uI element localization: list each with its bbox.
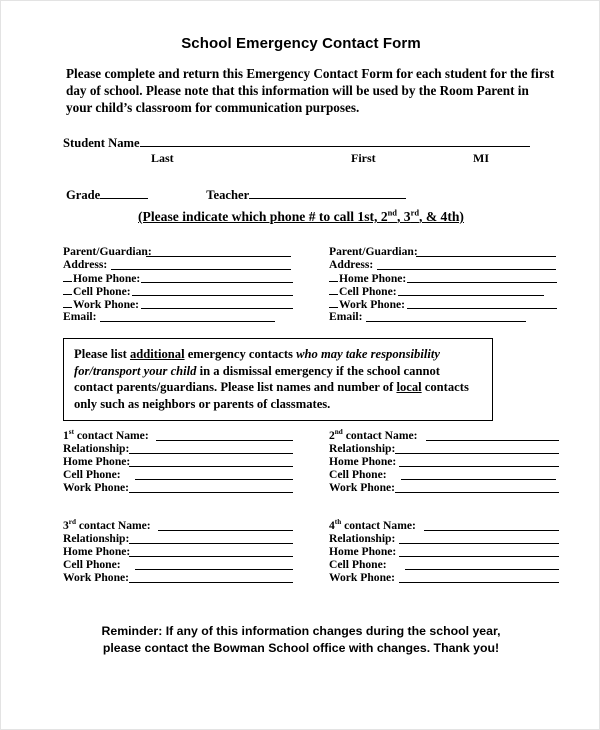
home-phone-priority-blank[interactable] <box>329 271 338 282</box>
contact-name-label: contact Name: <box>75 519 151 532</box>
cell-phone-input-line[interactable] <box>405 569 559 570</box>
email-input-line[interactable] <box>366 321 526 322</box>
grade-label: Grade <box>66 188 101 202</box>
home-phone-input-line[interactable] <box>399 556 559 557</box>
field-parent-guardian <box>329 245 579 258</box>
cell-phone-input-line[interactable] <box>132 295 293 296</box>
parent-guardian-input-line[interactable] <box>416 256 556 257</box>
field-cell-phone <box>63 468 313 481</box>
home-phone-label: Home Phone: <box>63 545 131 558</box>
field-work-phone <box>329 297 579 310</box>
field-parent-guardian <box>63 245 313 258</box>
phone-priority-note <box>1 209 600 225</box>
emergency-contact-block-2 <box>329 429 579 494</box>
grade-teacher-row <box>66 187 406 203</box>
cell-phone-label: Cell Phone: <box>63 558 121 571</box>
phone-note-part3: , & 4th) <box>419 209 464 224</box>
field-work-phone <box>63 297 313 310</box>
work-phone-input-line[interactable] <box>395 492 559 493</box>
work-phone-priority-blank[interactable] <box>63 297 72 308</box>
contact-ordinal-suffix: nd <box>334 428 343 437</box>
field-relationship <box>63 442 313 455</box>
page-title: School Emergency Contact Form <box>181 35 421 52</box>
student-name-input-line[interactable] <box>140 135 530 147</box>
work-phone-input-line[interactable] <box>141 308 293 309</box>
contact-ordinal-suffix: rd <box>68 518 76 527</box>
parent-guardian-block-1 <box>63 245 313 323</box>
home-phone-label: Home Phone: <box>73 272 141 285</box>
field-cell-phone <box>63 558 313 571</box>
contact-ordinal: 2 <box>329 429 335 442</box>
work-phone-input-line[interactable] <box>407 308 557 309</box>
emergency-contact-block-4 <box>329 519 579 584</box>
field-cell-phone <box>329 558 579 571</box>
phone-note-sup-2nd: nd <box>387 207 397 218</box>
reminder-line-1: Reminder: If any of this information changes during the school year, <box>101 624 501 638</box>
cell-phone-label: Cell Phone: <box>329 468 387 481</box>
callout-underline-local: local <box>396 380 422 394</box>
relationship-label: Relationship: <box>63 532 130 545</box>
cell-phone-label: Cell Phone: <box>63 468 121 481</box>
contact-name-input-line[interactable] <box>426 440 559 441</box>
work-phone-label: Work Phone: <box>329 571 396 584</box>
cell-phone-priority-blank[interactable] <box>63 284 72 295</box>
field-home-phone <box>329 271 579 284</box>
contact-name-label: contact Name: <box>74 429 149 442</box>
relationship-label: Relationship: <box>329 442 396 455</box>
address-input-line[interactable] <box>111 269 291 270</box>
callout-underline-additional: additional <box>129 347 185 361</box>
contact-name-label: contact Name: <box>341 519 416 532</box>
field-cell-phone <box>63 284 313 297</box>
parent-guardian-input-line[interactable] <box>146 256 291 257</box>
work-phone-input-line[interactable] <box>399 582 559 583</box>
home-phone-input-line[interactable] <box>399 466 559 467</box>
student-name-row <box>63 135 563 151</box>
sublabel-mi: MI <box>473 151 489 165</box>
relationship-input-line[interactable] <box>129 543 293 544</box>
field-email <box>63 310 313 323</box>
contact-name-input-line[interactable] <box>424 530 559 531</box>
email-input-line[interactable] <box>100 321 275 322</box>
contact-ordinal: 1 <box>63 429 69 442</box>
address-label: Address: <box>63 258 108 271</box>
work-phone-label: Work Phone: <box>329 481 396 494</box>
home-phone-label: Home Phone: <box>339 272 407 285</box>
parent-guardian-label: Parent/Guardian: <box>329 245 418 258</box>
callout-text-4: contacts only such as neighbors or parents of classmates. <box>74 380 469 411</box>
field-work-phone <box>329 481 579 494</box>
student-name-sublabels <box>63 151 563 165</box>
field-contact-name <box>63 519 313 532</box>
cell-phone-label: Cell Phone: <box>339 285 397 298</box>
phone-note-sup-3rd: rd <box>410 207 420 218</box>
work-phone-label: Work Phone: <box>339 298 406 311</box>
field-work-phone <box>329 571 579 584</box>
teacher-input-line[interactable] <box>249 187 406 199</box>
field-address <box>329 258 579 271</box>
work-phone-input-line[interactable] <box>129 492 293 493</box>
additional-contacts-instructions <box>63 338 493 421</box>
student-name-label: Student Name <box>63 136 140 150</box>
field-work-phone <box>63 571 313 584</box>
intro-paragraph: Please complete and return this Emergency Contact Form for each student for the first day of school. Please note that this information will be used by the Room Parent in your child’s classroom for communication purposes. <box>66 66 555 115</box>
home-phone-label: Home Phone: <box>329 545 397 558</box>
sublabel-last: Last <box>151 151 174 165</box>
callout-text-1: Please list <box>74 347 130 361</box>
contact-name-input-line[interactable] <box>158 530 293 531</box>
field-home-phone <box>329 455 579 468</box>
address-input-line[interactable] <box>377 269 556 270</box>
field-home-phone <box>329 545 579 558</box>
field-work-phone <box>63 481 313 494</box>
home-phone-input-line[interactable] <box>129 466 293 467</box>
cell-phone-input-line[interactable] <box>401 479 556 480</box>
parent-guardian-block-2 <box>329 245 579 323</box>
callout-text-3: in a dismissal emergency if the school cannot contact parents/guardians. Please list names and number of <box>74 363 440 394</box>
cell-phone-input-line[interactable] <box>135 569 293 570</box>
field-contact-name <box>329 429 579 442</box>
field-home-phone <box>63 455 313 468</box>
contact-name-label: contact Name: <box>342 429 418 442</box>
work-phone-label: Work Phone: <box>63 571 130 584</box>
callout-italic-responsibility: who may take responsibility for/transport your child <box>74 347 440 378</box>
home-phone-label: Home Phone: <box>63 455 131 468</box>
cell-phone-input-line[interactable] <box>398 295 544 296</box>
field-contact-name <box>329 519 579 532</box>
contact-ordinal-suffix: st <box>68 428 74 437</box>
field-relationship <box>63 532 313 545</box>
field-relationship <box>329 442 579 455</box>
field-email <box>329 310 579 323</box>
contact-ordinal: 4 <box>329 519 335 532</box>
relationship-input-line[interactable] <box>395 453 559 454</box>
field-relationship <box>329 532 579 545</box>
home-phone-input-line[interactable] <box>129 556 293 557</box>
field-cell-phone <box>329 468 579 481</box>
contact-name-input-line[interactable] <box>156 440 293 441</box>
field-home-phone <box>63 545 313 558</box>
address-label: Address: <box>329 258 374 271</box>
email-label: Email: <box>329 310 363 323</box>
relationship-input-line[interactable] <box>129 453 293 454</box>
home-phone-priority-blank[interactable] <box>63 271 72 282</box>
relationship-input-line[interactable] <box>399 543 559 544</box>
field-cell-phone <box>329 284 579 297</box>
callout-text-2: emergency contacts <box>184 347 297 361</box>
sublabel-first: First <box>351 151 376 165</box>
cell-phone-input-line[interactable] <box>135 479 293 480</box>
work-phone-priority-blank[interactable] <box>329 297 338 308</box>
work-phone-label: Work Phone: <box>63 481 130 494</box>
cell-phone-label: Cell Phone: <box>73 285 131 298</box>
teacher-label: Teacher <box>206 188 250 202</box>
email-label: Email: <box>63 310 97 323</box>
phone-note-part1: (Please indicate which phone # to call 1st, 2 <box>138 209 388 224</box>
emergency-contact-block-3 <box>63 519 313 584</box>
relationship-label: Relationship: <box>63 442 130 455</box>
emergency-contact-block-1 <box>63 429 313 494</box>
home-phone-input-line[interactable] <box>141 282 293 283</box>
cell-phone-priority-blank[interactable] <box>329 284 338 295</box>
home-phone-input-line[interactable] <box>407 282 557 283</box>
home-phone-label: Home Phone: <box>329 455 397 468</box>
field-address <box>63 258 313 271</box>
reminder-line-2: please contact the Bowman School office with changes. Thank you! <box>102 641 500 655</box>
field-contact-name <box>63 429 313 442</box>
contact-ordinal-suffix: th <box>334 518 342 527</box>
contact-ordinal: 3 <box>63 519 69 532</box>
work-phone-input-line[interactable] <box>129 582 293 583</box>
work-phone-label: Work Phone: <box>73 298 140 311</box>
phone-note-part2: , 3 <box>397 209 411 224</box>
relationship-label: Relationship: <box>329 532 396 545</box>
grade-input-line[interactable] <box>100 187 148 199</box>
field-home-phone <box>63 271 313 284</box>
cell-phone-label: Cell Phone: <box>329 558 387 571</box>
reminder-footer <box>1 623 600 657</box>
parent-guardian-label: Parent/Guardian: <box>63 245 152 258</box>
